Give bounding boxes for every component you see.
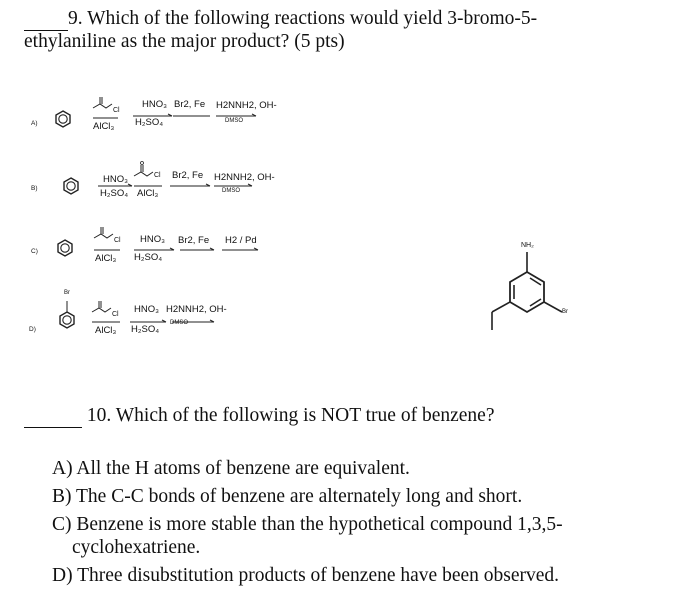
option-d-br: Br <box>64 290 70 296</box>
answer-d: D) Three disubstitution products of benzene have been observed. <box>52 565 560 586</box>
option-c-cl: Cl <box>114 237 121 244</box>
option-c-label: C) <box>31 248 38 255</box>
option-b-dmso: DMSO <box>222 188 240 194</box>
option-d-alcl3: AlCl₃ <box>95 325 117 336</box>
option-b-h2nnh2: H2NNH2, OH- <box>214 172 275 183</box>
answer-a: A) All the H atoms of benzene are equivalent. <box>52 458 410 479</box>
option-a-cl: Cl <box>113 107 120 114</box>
answer-b: B) The C-C bonds of benzene are alternately long and short. <box>52 486 523 507</box>
option-b-alcl3: AlCl₃ <box>137 188 159 199</box>
option-a-hno3: HNO₃ <box>142 99 167 110</box>
question-9-number: 9. <box>68 8 83 29</box>
product-nh2: NH₂ <box>521 242 534 249</box>
option-d-hno3: HNO₃ <box>134 304 159 315</box>
option-b-br2-fe: Br2, Fe <box>172 170 204 181</box>
option-a-alcl3: AlCl₃ <box>93 121 115 132</box>
question-10-text: Which of the following is NOT true of benzene? <box>115 405 495 426</box>
option-c-alcl3: AlCl₃ <box>95 253 117 264</box>
option-d-cl: Cl <box>112 311 119 318</box>
option-b-h2so4: H₂SO₄ <box>100 188 129 199</box>
question-9-text-1: Which of the following reactions would yield 3-bromo-5- <box>87 8 538 29</box>
option-d-h2so4: H₂SO₄ <box>131 324 160 335</box>
answer-blank-10[interactable] <box>24 405 82 428</box>
option-c-h2-pd: H2 / Pd <box>225 235 257 246</box>
option-b-label: B) <box>31 185 38 192</box>
option-c-br2-fe: Br2, Fe <box>178 235 210 246</box>
option-d-h2nnh2: H2NNH2, OH- <box>166 304 227 315</box>
option-d-dmso: DMSO <box>170 320 188 326</box>
answer-c-line-2: cyclohexatriene. <box>72 537 201 558</box>
answer-c-line-1: C) Benzene is more stable than the hypothetical compound 1,3,5- <box>52 514 563 535</box>
option-a-h2nnh2: H2NNH2, OH- <box>216 100 277 111</box>
option-b-cl: Cl <box>154 172 161 179</box>
option-a-label: A) <box>31 120 38 127</box>
option-c-h2so4: H₂SO₄ <box>134 252 163 263</box>
option-a-br2-fe: Br2, Fe <box>174 99 206 110</box>
option-d-label: D) <box>29 326 36 333</box>
option-c-hno3: HNO₃ <box>140 234 165 245</box>
question-10-number: 10. <box>86 405 112 426</box>
question-9-text-2: ethylaniline as the major product? (5 pts) <box>24 31 345 52</box>
question-10-line <box>24 405 494 428</box>
option-b-hno3: HNO₃ <box>103 174 128 185</box>
product-br: Br <box>562 309 568 315</box>
option-a-h2so4: H₂SO₄ <box>135 117 164 128</box>
option-a-dmso: DMSO <box>225 118 243 124</box>
